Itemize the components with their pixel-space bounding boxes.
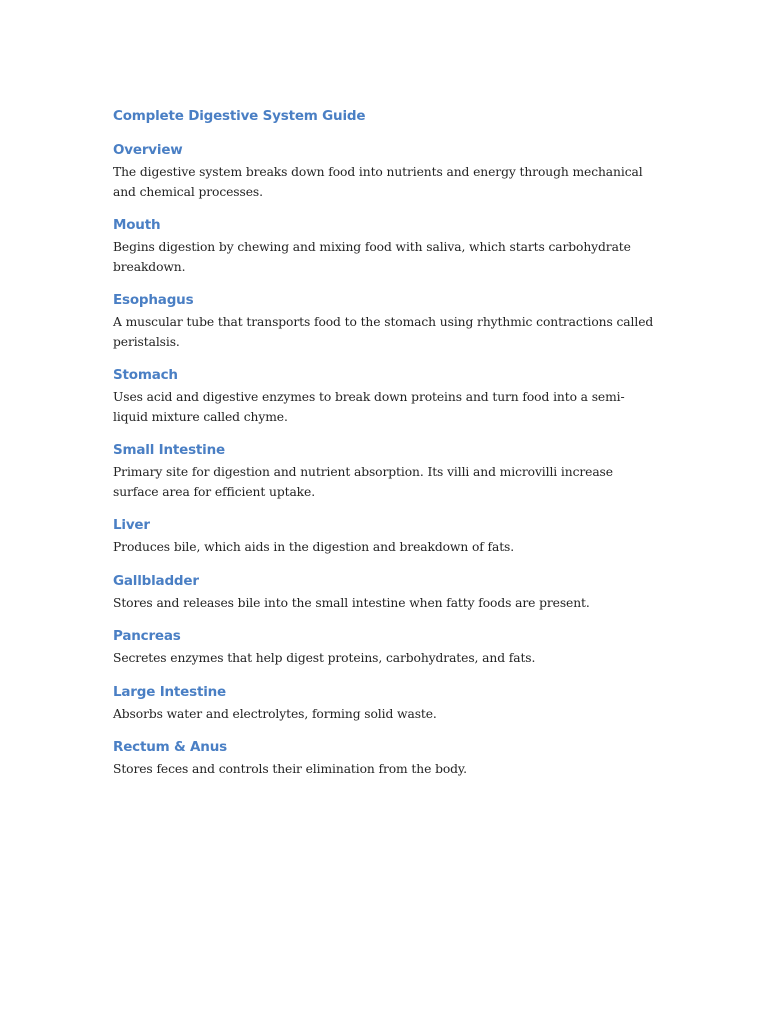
section-heading: Rectum & Anus [113, 739, 227, 755]
section-heading: Esophagus [113, 292, 194, 308]
section-body: Stores and releases bile into the small intestine when fatty foods are present. [113, 595, 590, 610]
section-heading: Gallbladder [113, 572, 199, 589]
section-stomach [113, 366, 658, 427]
section-small-intestine [113, 441, 658, 502]
section-esophagus [113, 291, 658, 352]
section-mouth [113, 216, 658, 277]
section-heading: Stomach [113, 367, 178, 383]
section-rectum-anus [113, 738, 658, 780]
section-body: Begins digestion by chewing and mixing food with saliva, which starts carbohydrate breakdown. [113, 240, 631, 274]
document-title: Complete Digestive System Guide [113, 108, 366, 124]
section-body: Secretes enzymes that help digest proteins, carbohydrates, and fats. [113, 651, 536, 665]
section-heading: Large Intestine [113, 683, 227, 700]
section-body: Stores feces and controls their elimination from the body. [113, 762, 467, 776]
section-body: Absorbs water and electrolytes, forming solid waste. [113, 706, 437, 721]
section-heading: Overview [113, 142, 183, 158]
section-large-intestine [113, 683, 658, 725]
section-overview [113, 141, 658, 202]
section-heading: Liver [113, 517, 150, 533]
section-heading: Mouth [113, 217, 161, 233]
section-body: A muscular tube that transports food to the stomach using rhythmic contractions called peristalsis. [113, 315, 654, 349]
section-body: Produces bile, which aids in the digestion and breakdown of fats. [113, 540, 515, 554]
section-liver [113, 516, 658, 558]
section-body: The digestive system breaks down food into nutrients and energy through mechanical and chemical processes. [113, 165, 643, 199]
section-gallbladder [113, 572, 658, 614]
section-body: Primary site for digestion and nutrient absorption. Its villi and microvilli increase surface area for efficient uptake. [113, 465, 613, 499]
section-pancreas [113, 627, 658, 669]
section-heading: Small Intestine [113, 442, 225, 458]
section-heading: Pancreas [113, 628, 181, 644]
section-body: Uses acid and digestive enzymes to break down proteins and turn food into a semi-liquid mixture called chyme. [113, 390, 625, 424]
